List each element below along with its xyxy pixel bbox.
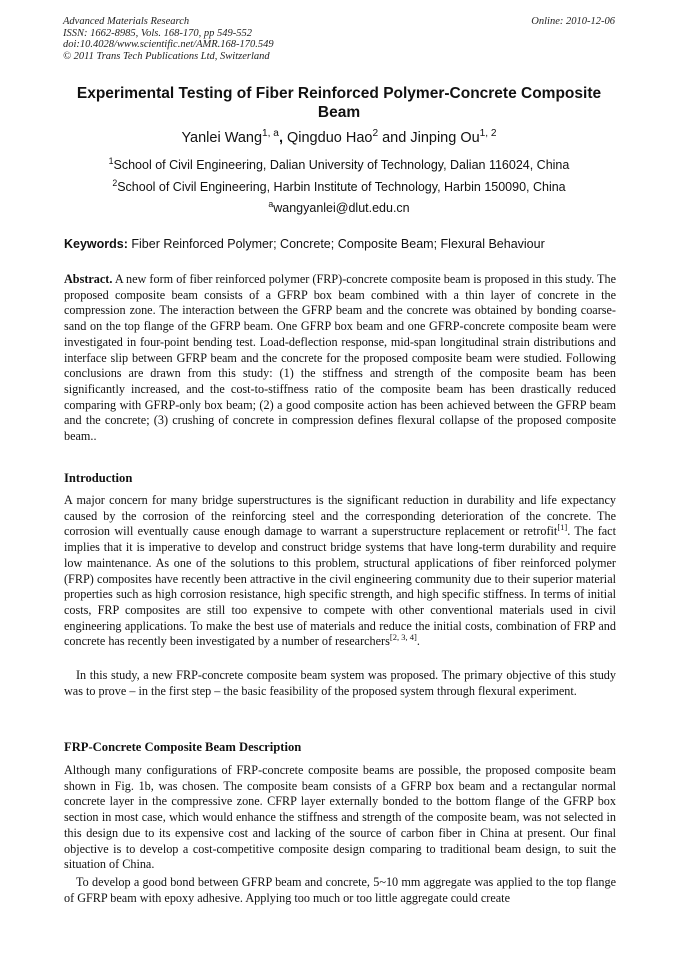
abstract-text: A new form of fiber reinforced polymer (FRP)-concrete composite beam is proposed in this study. The proposed composite beam consists of a GFRP box beam combined with a thin layer of concrete in the compression zone. The interaction between the GFRP beam and the concrete was obtained by bonding coarse-sand on the top flange of the GFRP beam. One GFRP box beam and one GFRP-concrete composite beam were investigated in four-point bending test. Load-deflection response, mid-span longitudinal strain distributions and interface slip between GFRP beam and the concrete for the proposed composite beam were studied. Following conclusions are drawn from this study: (1) the stiffness and strength of the composite beam has been significantly increased, and the cost-to-stiffness ratio of the composite beam has been drastically reduced comparing with GFRP-only box beam; (2) a good composite action has been achieved between the GFRP beam and the concrete; (3) crushing of concrete in compression defines flexural collapse of the proposed composite beam.. — [64, 272, 616, 444]
keywords-text: Fiber Reinforced Polymer; Concrete; Composite Beam; Flexural Behaviour — [127, 237, 545, 251]
description-heading: FRP-Concrete Composite Beam Description — [64, 740, 302, 754]
issn-line: ISSN: 1662-8985, Vols. 168-170, pp 549-552 — [63, 27, 252, 39]
affiliation-1 — [60, 155, 618, 172]
abstract — [64, 272, 616, 445]
paragraph-text: A major concern for many bridge superstructures is the significant reduction in durability and life expectancy caused by the corrosion of the reinforcing steel and the corresponding deterioration of the concrete. The corrosion will eventually cause enough damage to warrant a superstructure replacement or retrofit — [64, 493, 616, 539]
journal-header — [63, 16, 274, 62]
introduction-heading: Introduction — [64, 471, 133, 485]
author-list — [60, 130, 618, 146]
introduction-paragraph-1 — [64, 493, 616, 650]
affiliation-marker: 2 — [112, 177, 118, 188]
affiliation-2 — [60, 177, 618, 194]
keywords-label: Keywords: — [64, 237, 128, 251]
journal-name: Advanced Materials Research — [63, 16, 190, 27]
email-text: wangyanlei@dlut.edu.cn — [273, 201, 410, 215]
author-superscript: 1, 2 — [479, 128, 497, 140]
paper-title: Experimental Testing of Fiber Reinforced Polymer-Concrete Composite Beam — [76, 85, 602, 121]
introduction-paragraph-2: In this study, a new FRP-concrete composite beam system was proposed. The primary objective of this study was to prove – in the first step – the basic feasibility of the proposed system through flexural experiment. — [64, 668, 616, 698]
author-superscript: 1, a — [262, 128, 279, 140]
author-email — [60, 198, 618, 215]
author-name: Yanlei Wang — [181, 130, 263, 146]
copyright-line: © 2011 Trans Tech Publications Ltd, Switzerland — [63, 50, 270, 62]
paragraph-text: . — [416, 634, 420, 649]
author-name: Qingduo Hao — [282, 130, 373, 146]
description-paragraph-1: Although many configurations of FRP-concrete composite beams are possible, the proposed composite beam shown in Fig. 1b, was chosen. The composite beam consists of a GFRP box beam and a rectangular normal concrete layer in the compressive zone. CFRP layer externally bonded to the bottom flange of the GFRP box section in most case, which would enhance the stiffness and strength of the composite beam, was not selected in this design due to its expensive cost and lacking of the source of carbon fiber in China at present. Our final objective is to develop a cost-competitive composite design comparing to traditional beam design, to suit the situation of China. — [64, 763, 616, 872]
citation: [2, 3, 4] — [389, 632, 417, 643]
affiliation-marker: 1 — [108, 155, 114, 166]
doi-line: doi:10.4028/www.scientific.net/AMR.168-170.549 — [63, 39, 274, 50]
abstract-label: Abstract. — [64, 272, 113, 286]
author-separator: , — [278, 130, 283, 146]
email-marker: a — [268, 198, 274, 209]
affiliation-text: School of Civil Engineering, Dalian University of Technology, Dalian 116024, China — [113, 158, 570, 172]
paragraph-text: . The fact implies that it is imperative to develop and construct bridge systems that have long-term durability and require low maintenance. As one of the solutions to this problem, structural applications of fiber reinforced polymer (FRP) composites have recently been attractive in the civil engineering community due to their superior material properties such as high corrosion resistance, high specific strength, and high specific stiffness. In terms of initial costs, FRP composites are still too expensive to compete with other conventional materials used in civil engineering applications. To make the best use of materials and reduce the initial costs, combination of FRP and concrete has recently been investigated by a number of researchers — [64, 524, 616, 649]
author-superscript: 2 — [372, 128, 379, 140]
keywords-line — [64, 237, 616, 251]
description-paragraph-2: To develop a good bond between GFRP beam and concrete, 5~10 mm aggregate was applied to the top flange of GFRP beam with epoxy adhesive. Applying too much or too little aggregate could create — [64, 875, 616, 905]
citation: [1] — [557, 522, 568, 533]
online-date: Online: 2010-12-06 — [531, 16, 615, 27]
author-name: and Jinping Ou — [378, 130, 480, 146]
affiliation-text: School of Civil Engineering, Harbin Institute of Technology, Harbin 150090, China — [117, 180, 566, 194]
